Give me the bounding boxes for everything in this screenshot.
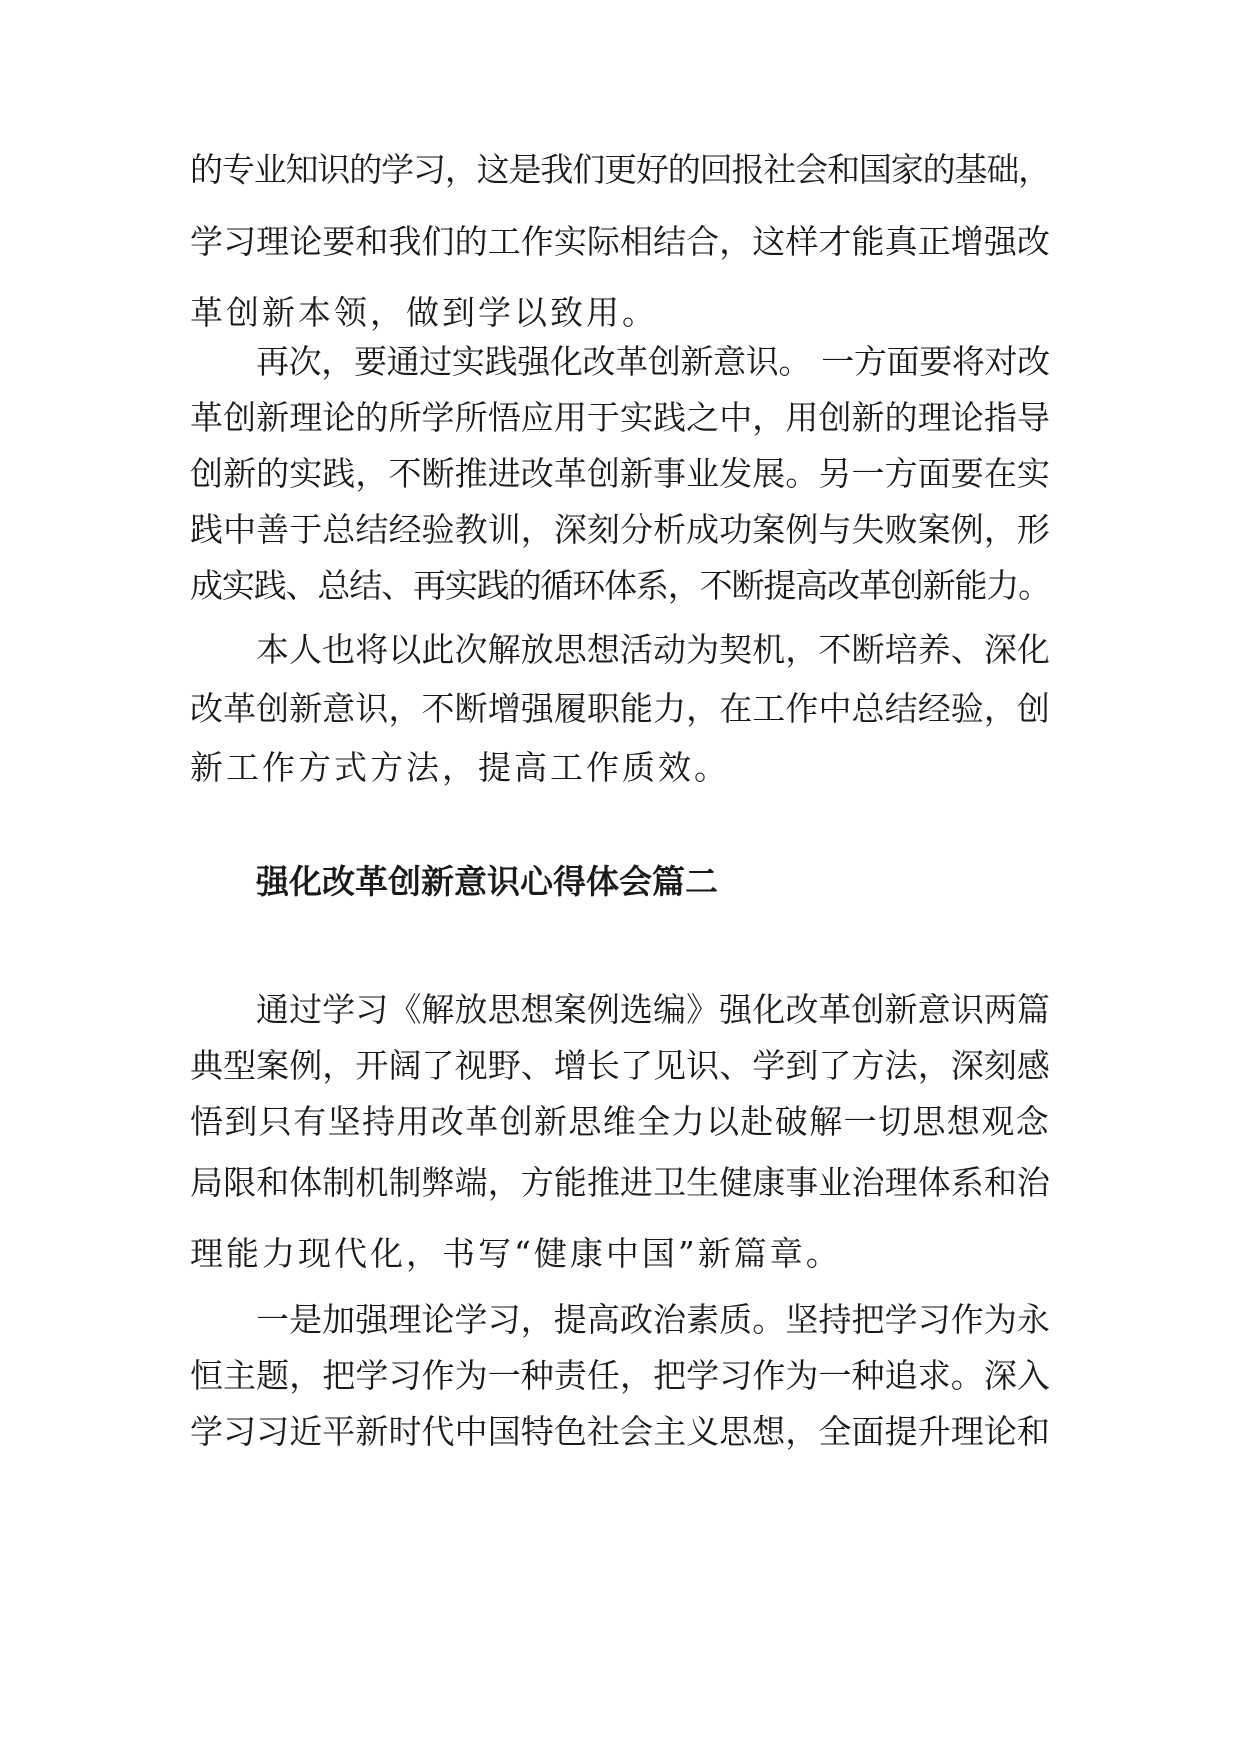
- text-line: 一是加强理论学习，提高政治素质。坚持把学习作为永: [256, 1300, 1050, 1339]
- text-line: 恒主题，把学习作为一种责任，把学习作为一种追求。深入: [190, 1356, 1050, 1395]
- text-line: 革创新理论的所学所悟应用于实践之中，用创新的理论指导: [190, 398, 1050, 437]
- text-line: 典型案例，开阔了视野、增长了见识、学到了方法，深刻感: [190, 1046, 1050, 1085]
- text-line: 践中善于总结经验教训，深刻分析成功案例与失败案例，形: [190, 510, 1050, 549]
- section-heading: 强化改革创新意识心得体会篇二: [256, 862, 718, 901]
- text-line: 学习理论要和我们的工作实际相结合，这样才能真正增强改: [190, 222, 1050, 261]
- text-line: 成实践、总结、再实践的循环体系，不断提高改革创新能力。: [190, 566, 1050, 605]
- text-line: 改革创新意识，不断增强履职能力，在工作中总结经验，创: [190, 689, 1050, 728]
- text-line: 再次，要通过实践强化改革创新意识。 一方面要将对改: [256, 342, 1050, 381]
- text-line: 理能力现代化，书写“健康中国”新篇章。: [190, 1234, 842, 1273]
- text-line: 本人也将以此次解放思想活动为契机，不断培养、深化: [256, 630, 1050, 669]
- text-line: 通过学习《解放思想案例选编》强化改革创新意识两篇: [256, 990, 1050, 1029]
- text-line: 新工作方式方法，提高工作质效。: [190, 748, 730, 787]
- text-line: 革创新本领，做到学以致用。: [190, 293, 658, 332]
- text-line: 学习习近平新时代中国特色社会主义思想，全面提升理论和: [190, 1412, 1050, 1451]
- text-line: 的专业知识的学习，这是我们更好的回报社会和国家的基础，: [190, 150, 1050, 189]
- text-line: 悟到只有坚持用改革创新思维全力以赴破解一切思想观念: [190, 1102, 1050, 1141]
- text-line: 创新的实践，不断推进改革创新事业发展。另一方面要在实: [190, 454, 1050, 493]
- text-line: 局限和体制机制弊端，方能推进卫生健康事业治理体系和治: [190, 1163, 1050, 1202]
